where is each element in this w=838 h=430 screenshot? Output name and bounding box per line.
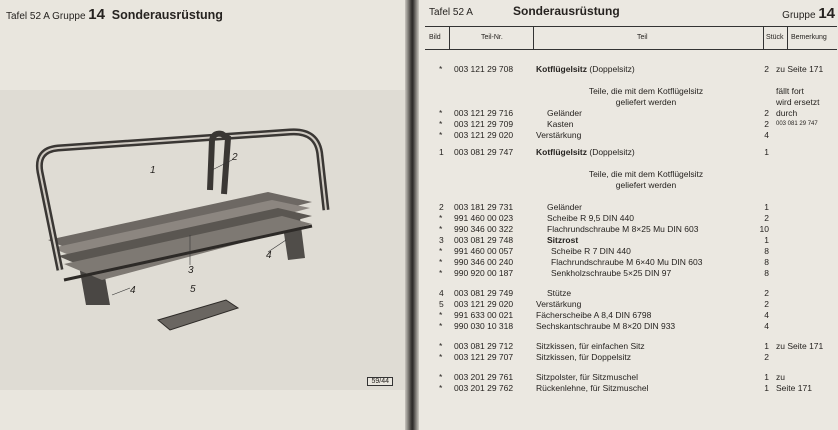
- part-name: Sitzrost: [547, 235, 579, 245]
- part-name-cell: [536, 130, 581, 141]
- left-page-header: [6, 6, 223, 23]
- left-page-title: Sonderausrüstung: [111, 8, 223, 22]
- callout-2: 2: [232, 152, 238, 163]
- remark-cell: zu Seite 171: [776, 64, 824, 74]
- part-name: Geländer: [547, 108, 582, 118]
- part-name-cell: [536, 64, 635, 75]
- bild-cell: *: [439, 213, 443, 223]
- part-name-cell: [547, 235, 578, 246]
- col-separator: [449, 27, 450, 49]
- table-row: [425, 246, 837, 257]
- part-name: Fächerscheibe A 8,4 DIN 6798: [536, 310, 652, 320]
- right-gruppe-label: Gruppe: [782, 10, 816, 21]
- right-gruppe: [782, 5, 835, 22]
- part-number-cell: 003 201 29 762: [454, 383, 514, 393]
- part-name: Rückenlehne, für Sitzmuschel: [536, 383, 649, 393]
- part-name-cell: [536, 383, 648, 394]
- part-name: Flachrundschraube M 8×25 Mu DIN 603: [547, 224, 699, 234]
- parts-table-header: [425, 26, 837, 50]
- bild-cell: 3: [439, 235, 444, 245]
- table-row: [425, 119, 837, 130]
- table-row: [425, 86, 837, 97]
- bild-cell: *: [439, 108, 443, 118]
- table-row: [425, 169, 837, 180]
- right-page-title: Sonderausrüstung: [513, 4, 620, 18]
- quantity-cell: 1: [764, 383, 769, 393]
- part-name-cell: [551, 246, 631, 257]
- bild-cell: *: [439, 257, 443, 267]
- table-row: [425, 372, 837, 383]
- remark-cell: fällt fort: [776, 86, 804, 96]
- part-number-cell: 003 121 29 716: [454, 108, 514, 118]
- quantity-cell: 8: [764, 246, 769, 256]
- quantity-cell: 8: [764, 257, 769, 267]
- note-text: Teile, die mit dem Kotflügelsitz: [588, 86, 704, 96]
- bild-cell: *: [439, 119, 443, 129]
- table-row: [425, 299, 837, 310]
- table-row: [425, 321, 837, 332]
- part-name: Sitzkissen, für einfachen Sitz: [536, 341, 645, 351]
- callout-4-right: 4: [266, 250, 272, 261]
- quantity-cell: 2: [764, 119, 769, 129]
- table-row: [425, 202, 837, 213]
- quantity-cell: 2: [764, 288, 769, 298]
- bild-cell: *: [439, 372, 443, 382]
- table-row: [425, 268, 837, 279]
- part-number-cell: 991 460 00 057: [454, 246, 514, 256]
- part-number-cell: 991 633 00 021: [454, 310, 514, 320]
- part-name-suffix: (Doppelsitz): [587, 64, 635, 74]
- part-number-cell: 003 081 29 747: [454, 147, 514, 157]
- left-tafel: Tafel 52 A: [6, 11, 50, 22]
- part-number-cell: 003 121 29 708: [454, 64, 514, 74]
- part-number-cell: 003 081 29 748: [454, 235, 514, 245]
- col-bemerkung: Bemerkung: [791, 34, 827, 41]
- quantity-cell: 2: [764, 64, 769, 74]
- part-name: Sitzpolster, für Sitzmuschel: [536, 372, 639, 382]
- bild-cell: 5: [439, 299, 444, 309]
- col-bild: Bild: [429, 34, 441, 41]
- table-row: [425, 288, 837, 299]
- right-gruppe-number: 14: [818, 5, 835, 22]
- quantity-cell: 1: [764, 202, 769, 212]
- quantity-cell: 8: [764, 268, 769, 278]
- part-number-cell: 003 181 29 731: [454, 202, 514, 212]
- reinforcement-plate: [158, 300, 238, 330]
- bild-cell: *: [439, 130, 443, 140]
- part-name-cell: [536, 310, 651, 321]
- quantity-cell: 2: [764, 352, 769, 362]
- part-name: Stütze: [547, 288, 572, 298]
- part-number-cell: 003 121 29 709: [454, 119, 514, 129]
- table-row: [425, 257, 837, 268]
- part-name-cell: [536, 341, 645, 352]
- remark-cell: Seite 171: [776, 383, 812, 393]
- quantity-cell: 1: [764, 147, 769, 157]
- part-name-cell: [536, 147, 635, 158]
- note-text: Teile, die mit dem Kotflügelsitz: [588, 169, 704, 179]
- table-row: [425, 180, 837, 191]
- part-name: Scheibe R 9,5 DIN 440: [547, 213, 634, 223]
- part-number-cell: 990 346 00 322: [454, 224, 514, 234]
- quantity-cell: 4: [764, 310, 769, 320]
- remark-cell: zu Seite 171: [776, 341, 824, 351]
- part-name-cell: [547, 213, 634, 224]
- part-number-cell: 003 201 29 761: [454, 372, 514, 382]
- quantity-cell: 1: [764, 372, 769, 382]
- bench-illustration: [0, 90, 405, 390]
- part-name-cell: [547, 224, 698, 235]
- left-gruppe-number: 14: [88, 6, 105, 23]
- part-name: Kotflügelsitz: [536, 147, 587, 157]
- part-name: Sechskantschraube M 8×20 DIN 933: [536, 321, 676, 331]
- part-number-cell: 990 346 00 240: [454, 257, 514, 267]
- table-row: [425, 383, 837, 394]
- part-name-cell: [536, 352, 631, 363]
- table-row: [425, 224, 837, 235]
- part-name: Sitzkissen, für Doppelsitz: [536, 352, 631, 362]
- bild-cell: *: [439, 341, 443, 351]
- part-number-cell: 990 920 00 187: [454, 268, 514, 278]
- bild-cell: *: [439, 224, 443, 234]
- right-tafel: Tafel 52 A: [429, 7, 473, 18]
- quantity-cell: 1: [764, 235, 769, 245]
- part-name-cell: [547, 108, 582, 119]
- quantity-cell: 2: [764, 108, 769, 118]
- callout-3: 3: [188, 265, 194, 276]
- part-name: Flachrundschraube M 6×40 Mu DIN 603: [551, 257, 703, 267]
- part-name: Kotflügelsitz: [536, 64, 587, 74]
- part-name-cell: [536, 372, 638, 383]
- left-gruppe-label: Gruppe: [52, 11, 86, 22]
- part-name: Verstärkung: [536, 299, 582, 309]
- callout-5: 5: [190, 284, 196, 295]
- bild-cell: 4: [439, 288, 444, 298]
- railing-upright: [210, 134, 228, 194]
- note-text: geliefert werden: [615, 97, 677, 107]
- col-stueck: Stück: [766, 34, 784, 41]
- bench-drawing: [0, 90, 405, 390]
- bild-cell: *: [439, 268, 443, 278]
- note-text: geliefert werden: [615, 180, 677, 190]
- part-number-cell: 003 121 29 020: [454, 130, 514, 140]
- bild-cell: *: [439, 321, 443, 331]
- part-name-cell: [536, 321, 675, 332]
- part-name-cell: [547, 202, 582, 213]
- col-separator: [787, 27, 788, 49]
- part-name-cell: [536, 299, 581, 310]
- remark-cell: durch: [776, 108, 798, 118]
- remark-cell: zu: [776, 372, 785, 382]
- part-number-cell: 003 121 29 707: [454, 352, 514, 362]
- callout-4-left: 4: [130, 285, 136, 296]
- bild-cell: 2: [439, 202, 444, 212]
- part-name-suffix: (Doppelsitz): [587, 147, 635, 157]
- table-row: [425, 147, 837, 158]
- part-name: Verstärkung: [536, 130, 582, 140]
- part-name-cell: [547, 288, 571, 299]
- col-teil: Teil: [637, 34, 648, 41]
- table-row: [425, 130, 837, 141]
- table-row: [425, 235, 837, 246]
- part-name: Senkholzschraube 5×25 DIN 97: [551, 268, 672, 278]
- right-page-header: [425, 4, 835, 22]
- figure-number: 59/44: [367, 377, 393, 386]
- part-name-cell: [551, 257, 702, 268]
- quantity-cell: 2: [764, 299, 769, 309]
- left-page: [0, 0, 405, 430]
- bild-cell: *: [439, 310, 443, 320]
- col-separator: [763, 27, 764, 49]
- bild-cell: *: [439, 246, 443, 256]
- right-page: [419, 0, 838, 430]
- bild-cell: *: [439, 64, 443, 74]
- quantity-cell: 2: [764, 213, 769, 223]
- part-number-cell: 003 121 29 020: [454, 299, 514, 309]
- table-row: [425, 64, 837, 75]
- table-row: [425, 352, 837, 363]
- remark-cell: 003 081 29 747: [776, 121, 818, 127]
- part-name: Kasten: [547, 119, 574, 129]
- quantity-cell: 10: [759, 224, 769, 234]
- part-name-cell: [551, 268, 671, 279]
- table-row: [425, 310, 837, 321]
- book-gutter: [405, 0, 419, 430]
- bild-cell: *: [439, 352, 443, 362]
- table-row: [425, 213, 837, 224]
- remark-cell: wird ersetzt: [776, 97, 820, 107]
- table-row: [425, 108, 837, 119]
- quantity-cell: 1: [764, 341, 769, 351]
- quantity-cell: 4: [764, 321, 769, 331]
- part-number-cell: 003 081 29 749: [454, 288, 514, 298]
- table-row: [425, 97, 837, 108]
- leader-4a: [112, 288, 130, 295]
- part-name: Geländer: [547, 202, 582, 212]
- part-name: Scheibe R 7 DIN 440: [551, 246, 631, 256]
- part-number-cell: 991 460 00 023: [454, 213, 514, 223]
- table-row: [425, 341, 837, 352]
- bild-cell: *: [439, 383, 443, 393]
- part-number-cell: 990 030 10 318: [454, 321, 514, 331]
- part-name-cell: [547, 119, 573, 130]
- col-separator: [533, 27, 534, 49]
- part-number-cell: 003 081 29 712: [454, 341, 514, 351]
- bild-cell: 1: [439, 147, 444, 157]
- callout-1: 1: [150, 165, 156, 176]
- col-teil-nr: Teil-Nr.: [481, 34, 503, 41]
- quantity-cell: 4: [764, 130, 769, 140]
